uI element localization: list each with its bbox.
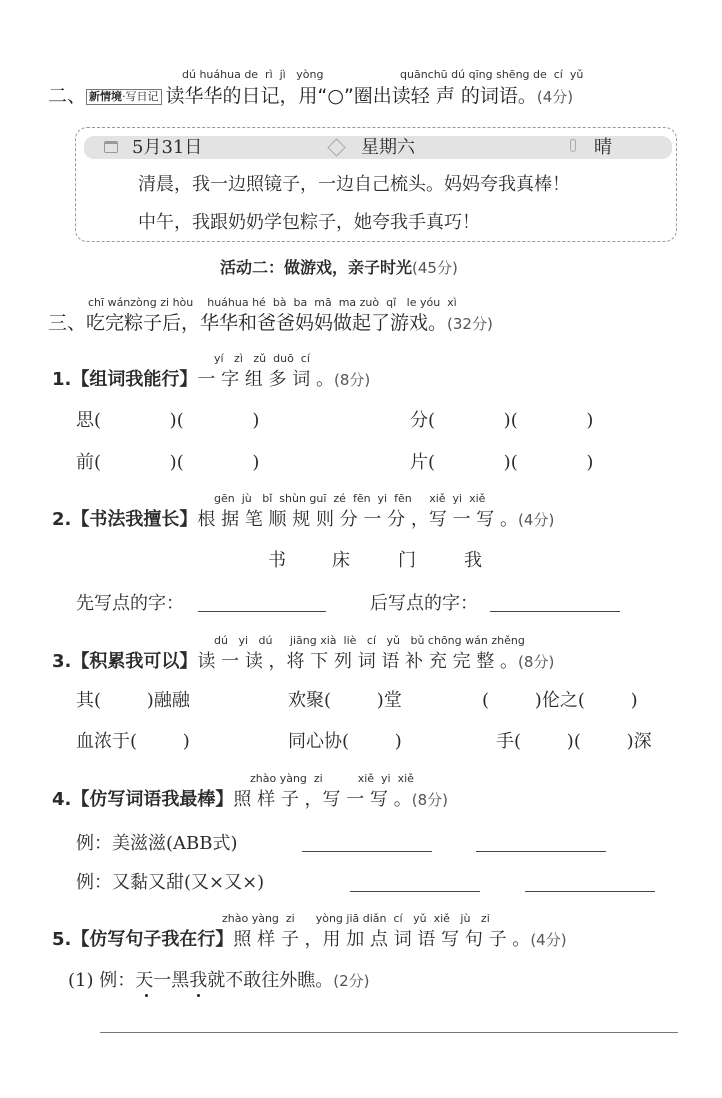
instruction: 一 字 组 多 词 。 [197,369,334,390]
answer-line[interactable] [525,891,655,892]
section-number: 二、 [48,85,87,107]
diary-weather: 晴 [594,137,612,158]
section-2-heading [48,84,573,109]
answer-blank[interactable]: 思( )( ) [76,410,260,431]
tag-badge: 新情境·写日记 [86,89,162,105]
tag-label: 新情境 [89,89,123,103]
points: (8分) [411,791,448,809]
question-5-heading [52,928,567,952]
char: 我 [464,550,482,571]
question-3-heading [52,650,554,674]
question-2-heading [52,508,554,532]
example: 例：又黏又甜(又×又×) [76,872,265,893]
points: (8分) [518,653,555,671]
instruction: 根 据 笔 顺 规 则 分 一 分 ，写 一 写 。 [197,509,519,530]
activity-title-text: 活动二：做游戏，亲子时光 [220,258,413,277]
answer-blank[interactable]: 手( )( )深 [496,731,652,752]
example-sentence: (1) 例：天一黑我就不敢往外瞧。 [68,970,334,991]
diary-line: 中午，我跟奶奶学包粽子，她夸我手真巧！ [138,212,480,233]
pinyin: quānchū dú qīng shēng de cí yǔ [400,68,584,81]
diary-box [75,127,677,242]
diary-date: 5月31日 [132,137,203,158]
pinyin: gēn jù bǐ shùn guī zé fēn yi fēn xiě yi xiě [214,492,486,505]
answer-line[interactable] [350,891,480,892]
question-label: 2.【书法我擅长】 [52,509,198,530]
points: (4分) [536,88,574,106]
pinyin: zhào yàng zi yòng jiā diǎn cí yǔ xiě jù zi [222,912,490,925]
sub-question [68,969,369,993]
answer-blank[interactable]: 血浓于( ) [76,731,190,752]
answer-blank[interactable]: 前( )( ) [76,452,260,473]
answer-blank[interactable]: 片( )( ) [410,452,594,473]
answer-blank[interactable]: 其( )融融 [76,690,190,711]
points: (45分) [412,259,458,277]
points: (4分) [530,931,567,949]
instruction: 读华华的日记，用“○”圈出读轻 声 的词语。 [165,85,537,107]
star-icon [327,138,345,156]
activity-title [220,258,458,278]
question-label: 5.【仿写句子我在行】 [52,929,234,950]
calendar-icon [104,141,118,153]
emphasis-dot [145,994,148,997]
answer-blank[interactable]: 同心协( ) [288,731,402,752]
points: (2分) [333,972,370,990]
emphasis-dot [197,994,200,997]
thermometer-icon [570,139,576,152]
answer-blank[interactable]: 欢聚( )堂 [288,690,402,711]
diary-weekday: 星期六 [361,137,415,158]
instruction: 三、吃完粽子后，华华和爸爸妈妈做起了游戏。 [48,312,448,334]
diary-line: 清晨，我一边照镜子，一边自己梳头。妈妈夸我真棒！ [138,174,570,195]
label: 后写点的字： [370,593,478,614]
answer-line[interactable] [476,851,606,852]
label: 先写点的字： [76,593,184,614]
question-label: 1.【组词我能行】 [52,369,198,390]
instruction: 读 一 读 ，将 下 列 词 语 补 充 完 整 。 [197,651,519,672]
pinyin: dú yi dú jiāng xià liè cí yǔ bǔ chōng wán zhěng [214,634,525,647]
instruction: 照 样 子 ，写 一 写 。 [233,789,412,810]
pinyin: dú huáhua de rì jì yòng [182,68,324,81]
question-label: 4.【仿写词语我最棒】 [52,789,234,810]
diary-header [84,136,672,159]
answer-line[interactable] [100,1032,678,1033]
question-label: 3.【积累我可以】 [52,651,198,672]
answer-blank[interactable]: 分( )( ) [410,410,594,431]
section-3-heading [48,311,493,336]
tag-label: 写日记 [125,89,159,103]
question-1-heading [52,368,370,392]
answer-blank[interactable]: ( )伦之( ) [482,690,638,711]
answer-line[interactable] [302,851,432,852]
char: 门 [398,550,416,571]
points: (4分) [518,511,555,529]
pinyin: yí zì zǔ duō cí [214,352,310,365]
points: (8分) [333,371,371,389]
char: 书 [268,550,286,571]
example: 例：美滋滋(ABB式) [76,833,238,854]
pinyin: chī wánzòng zi hòu huáhua hé bà ba mā ma zuò qǐ le yóu xì [88,296,457,309]
question-4-heading [52,788,448,812]
answer-line[interactable] [490,611,620,612]
points: (32分) [447,315,493,333]
char: 床 [332,550,350,571]
answer-line[interactable] [198,611,326,612]
instruction: 照 样 子 ，用 加 点 词 语 写 句 子 。 [233,929,531,950]
pinyin: zhào yàng zi xiě yi xiě [250,772,414,785]
